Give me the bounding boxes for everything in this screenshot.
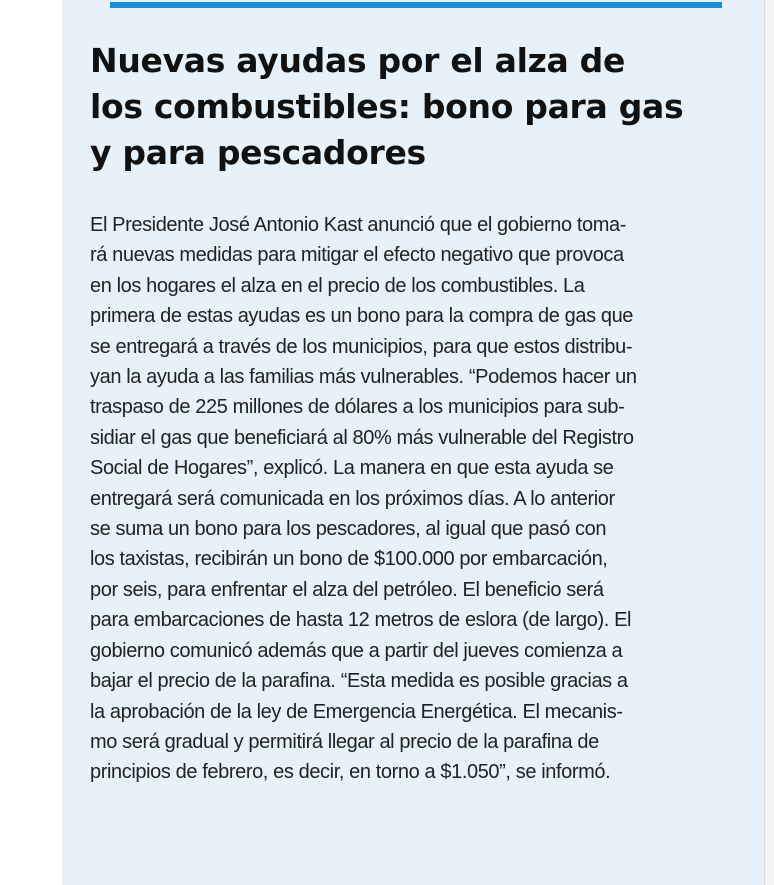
article-headline xyxy=(90,38,750,176)
body-line: principios de febrero, es decir, en torno a $1.050”, se informó. xyxy=(90,761,611,784)
headline-line: y para pescadores xyxy=(90,133,426,172)
body-line: El Presidente José Antonio Kast anunció que el gobierno toma- xyxy=(90,214,626,236)
accent-rule xyxy=(110,2,722,8)
article-body xyxy=(90,210,742,788)
body-line: se suma un bono para los pescadores, al igual que pasó con xyxy=(90,518,607,541)
body-line: la aprobación de la ley de Emergencia Energética. El mecanis- xyxy=(90,700,623,723)
body-line: por seis, para enfrentar el alza del petróleo. El beneficio será xyxy=(90,578,604,601)
body-line: gobierno comunicó además que a partir del jueves comienza a xyxy=(90,639,623,662)
body-line: en los hogares el alza en el precio de los combustibles. La xyxy=(90,274,585,297)
body-line: sidiar el gas que beneficiará al 80% más vulnerable del Registro xyxy=(90,426,634,449)
body-line: se entregará a través de los municipios, para que estos distribu- xyxy=(90,335,633,358)
body-line: para embarcaciones de hasta 12 metros de eslora (de largo). El xyxy=(90,609,632,632)
body-line: bajar el precio de la parafina. “Esta medida es posible gracias a xyxy=(90,670,628,693)
body-line: traspaso de 225 millones de dólares a los municipios para sub- xyxy=(90,396,625,419)
body-line: yan la ayuda a las familias más vulnerables. “Podemos hacer un xyxy=(90,366,637,389)
headline-line: los combustibles: bono para gas xyxy=(90,87,684,126)
body-line: rá nuevas medidas para mitigar el efecto negativo que provoca xyxy=(90,244,624,267)
body-line: entregará será comunicada en los próximos días. A lo anterior xyxy=(90,487,615,510)
adjacent-column-edge xyxy=(764,0,774,885)
body-line: primera de estas ayudas es un bono para la compra de gas que xyxy=(90,305,634,328)
headline-line: Nuevas ayudas por el alza de xyxy=(90,41,626,80)
body-line: mo será gradual y permitirá llegar al precio de la parafina de xyxy=(90,730,599,753)
body-line: Social de Hogares”, explicó. La manera en que esta ayuda se xyxy=(90,457,614,480)
body-line: los taxistas, recibirán un bono de $100.000 por embarcación, xyxy=(90,548,608,571)
